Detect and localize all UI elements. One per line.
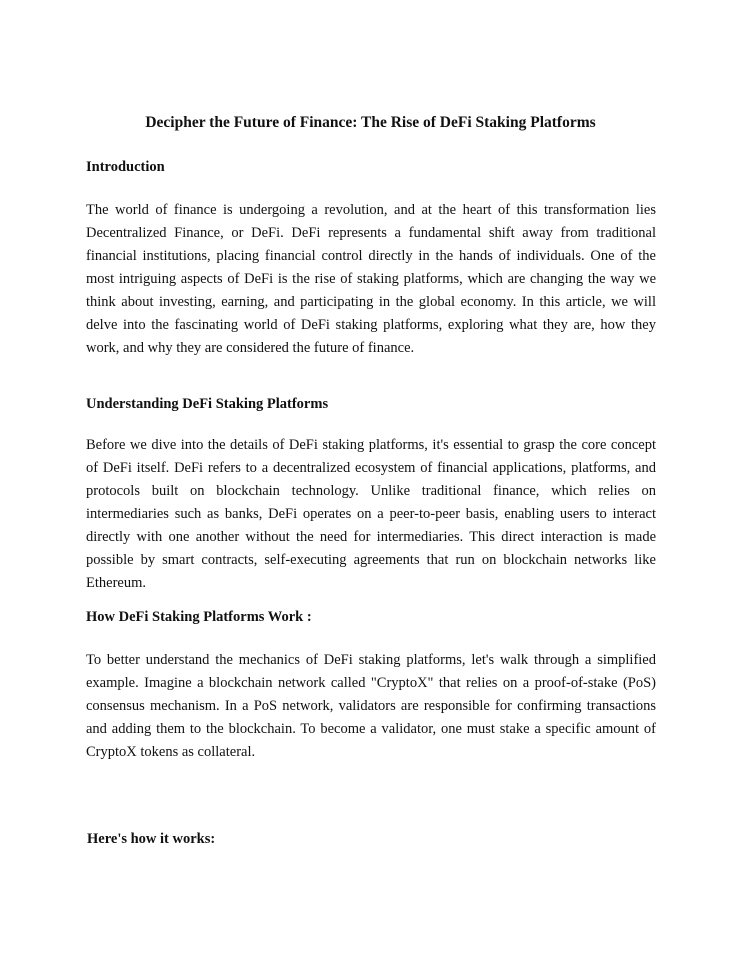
page-title: Decipher the Future of Finance: The Rise of DeFi Staking Platforms bbox=[145, 114, 596, 131]
heading-understanding: Understanding DeFi Staking Platforms bbox=[86, 396, 329, 412]
paragraph-how-it-works: To better understand the mechanics of DeFi staking platforms, let's walk through a simplified example. Imagine a blockchain network called "CryptoX" that relies on a proof-of-stake (PoS) consensus mechanism. In a PoS network, validators are responsible for confirming transactions and adding them to the blockchain. To become a validator, one must stake a specific amount of CryptoX tokens as collateral. bbox=[86, 652, 656, 760]
paragraph-introduction: The world of finance is undergoing a revolution, and at the heart of this transformation lies Decentralized Finance, or DeFi. DeFi represents a fundamental shift away from traditional financial institutions, placing financial control directly in the hands of individuals. One of the most intriguing aspects of DeFi is the rise of staking platforms, which are changing the way we think about investing, earning, and participating in the global economy. In this article, we will delve into the fascinating world of DeFi staking platforms, exploring what they are, how they work, and why they are considered the future of finance. bbox=[86, 202, 656, 356]
heading-how-it-works: How DeFi Staking Platforms Work : bbox=[86, 609, 312, 625]
heading-introduction: Introduction bbox=[86, 159, 165, 175]
paragraph-understanding: Before we dive into the details of DeFi staking platforms, it's essential to grasp the core concept of DeFi itself. DeFi refers to a decentralized ecosystem of financial applications, platforms, and protocols built on blockchain technology. Unlike traditional finance, which relies on intermediaries such as banks, DeFi operates on a peer-to-peer basis, enabling users to interact directly with one another without the need for intermediaries. This direct interaction is made possible by smart contracts, self-executing agreements that run on blockchain networks like Ethereum. bbox=[86, 437, 656, 591]
heading-heres-how: Here's how it works: bbox=[87, 831, 216, 847]
